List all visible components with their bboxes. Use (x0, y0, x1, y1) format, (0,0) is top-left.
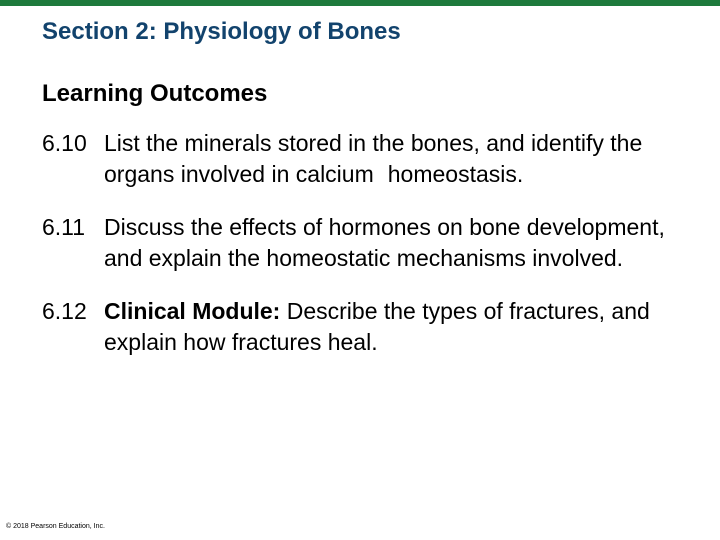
outcome-text-continued: homeostasis. (387, 161, 524, 187)
outcomes-list (42, 128, 702, 380)
outcome-number: 6.11 (42, 214, 86, 240)
copyright-footer: © 2018 Pearson Education, Inc. (6, 523, 105, 530)
outcome-6-12 (42, 296, 702, 358)
outcome-6-10 (42, 128, 702, 190)
outcome-6-11 (42, 212, 702, 274)
top-accent-bar (0, 0, 720, 6)
outcome-text: Discuss the effects of hormones on bone development, and explain the homeostatic mechanisms involved. (104, 214, 665, 271)
outcome-number: 6.10 (42, 130, 87, 156)
outcome-text: Describe the types of fractures, and explain how fractures heal. (104, 298, 650, 355)
outcome-number: 6.12 (42, 298, 87, 324)
learning-outcomes-heading: Learning Outcomes (42, 80, 268, 107)
clinical-module-label: Clinical Module: (104, 298, 281, 324)
outcome-text: List the minerals stored in the bones, and identify the organs involved in calcium (104, 130, 643, 187)
section-title: Section 2: Physiology of Bones (42, 18, 401, 45)
